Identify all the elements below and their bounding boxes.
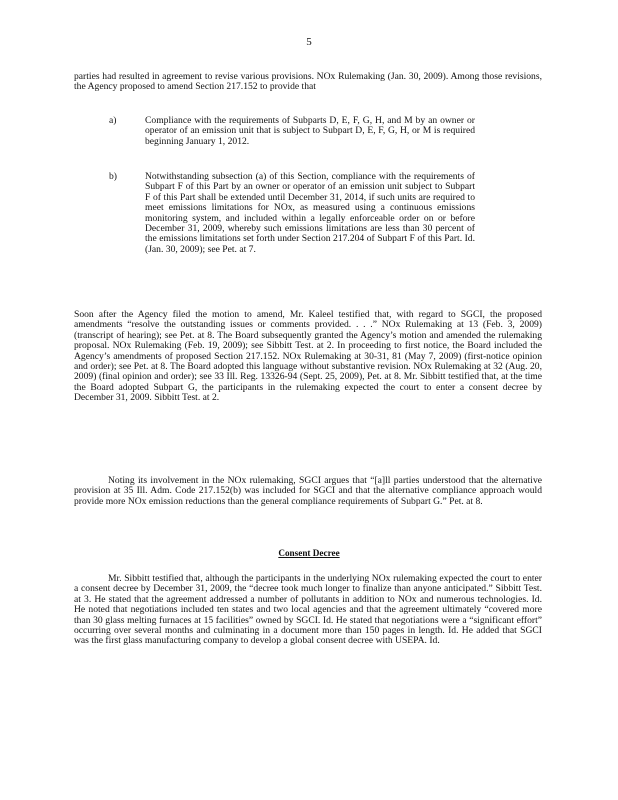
paragraph-consent-decree [74,574,542,647]
paragraph-text: Soon after the Agency filed the motion to amend, Mr. Kaleel testified that, with regard to SGCI, the proposed amendments “resolve the outstanding issues or comments provided. . . .” NOx Rulemaking at 13 (Feb. 3, 2009) (transcript of hearing); see Pet. at 8. The Board subsequently granted the Agency’s motion and amended the rulemaking proposal. NOx Rulemaking (Feb. 19, 2009); see Sibbitt Test. at 2. In proceeding to first notice, the Board included the Agency’s amendments of proposed Section 217.152. NOx Rulemaking at 30-31, 81 (May 7, 2009) (first-notice opinion and order); see Pet. at 8. The Board adopted this language without substantive revision. NOx Rulemaking at 32 (Aug. 20, 2009) (final opinion and order); see 33 Ill. Reg. 13326-94 (Sept. 25, 2009), Pet. at 8. Mr. Sibbitt testified that, at the time the Board adopted Subpart G, the participants in the rulemaking expected the court to enter a consent decree by December 31, 2009. Sibbitt Test. at 2. [74,309,542,404]
paragraph-intro [74,72,542,93]
list-marker: b) [109,171,117,182]
page-number: 5 [306,36,312,48]
paragraph-text: Mr. Sibbitt testified that, although the participants in the underlying NOx rulemaking expected the court to enter a consent decree by December 31, 2009, the “decree took much longer to finalize than anyone anticipated.” Sibbitt Test. at 3. He stated that the agreement addressed a number of pollutants in addition to NOx and numerous technologies. Id. He noted that negotiations included ten states and two local agencies and that the agreement ultimately “covered more than 30 glass melting furnaces at 15 facilities” owned by SGCI. Id. He stated that negotiations were a “significant effort” occurring over several months and culminating in a document more than 150 pages in length. Id. He added that SGCI was the first glass manufacturing company to develop a global consent decree with USEPA. Id. [74,573,542,647]
section-heading-text: Consent Decree [278,548,340,558]
list-item-text: Compliance with the requirements of Subparts D, E, F, G, H, and M by an owner or operator of an emission unit that is subject to Subpart D, E, F, G, H, or M is required beginning January 1, 2012. [145,115,475,147]
paragraph-involvement [74,476,542,507]
list-marker: a) [109,115,117,126]
section-heading [0,548,618,558]
paragraph-text: parties had resulted in agreement to revise various provisions. NOx Rulemaking (Jan. 30, 2009). Among those revisions, the Agency proposed to amend Section 217.152 to provide that [74,71,542,93]
paragraph-text: Noting its involvement in the NOx rulemaking, SGCI argues that “[a]ll parties understood that the alternative provision at 35 Ill. Adm. Code 217.152(b) was included for SGCI and that the alternative compliance approach would provide more NOx emission reductions than the general compliance requirements of Subpart G.” Pet. at 8. [74,475,542,507]
paragraph-motion [74,310,542,404]
list-item-text: Notwithstanding subsection (a) of this Section, compliance with the requirements of Subpart F of this Part by an owner or operator of an emission unit subject to Subpart F of this Part shall be extended until December 31, 2014, if such units are required to meet emissions limitations for NOx, as measured using a continuous emissions monitoring system, and included within a legally enforceable order on or before December 31, 2009, whereby such emissions limitations are less than 30 percent of the emissions limitations set forth under Section 217.204 of Subpart F of this Part. Id. (Jan. 30, 2009); see Pet. at 7. [145,171,475,255]
